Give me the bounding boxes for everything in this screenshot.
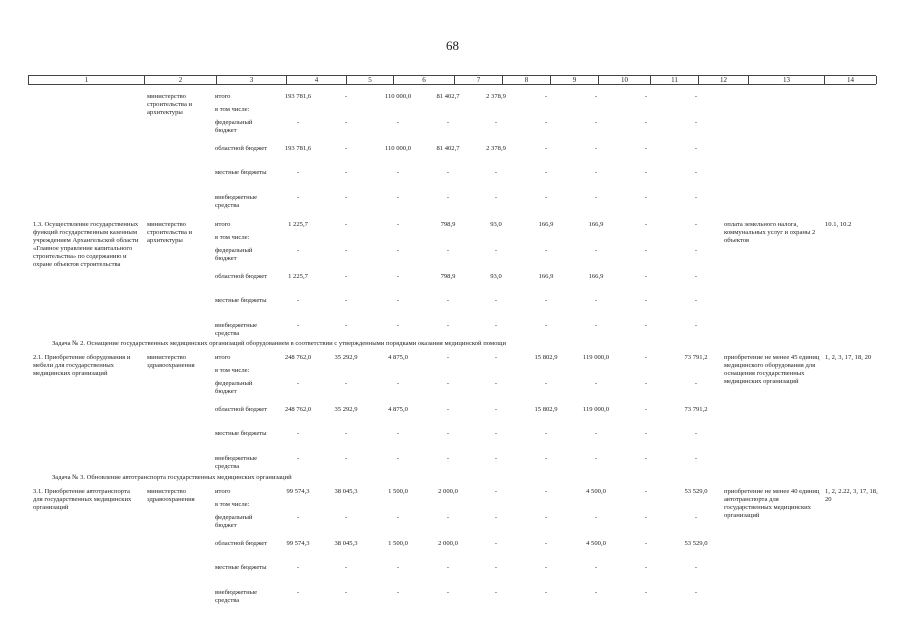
task-heading: Задача № 3. Обновление автотранспорта государственных медицинских организаций <box>52 474 292 481</box>
funding-value: 798,9 <box>440 273 456 280</box>
task-heading: Задача № 2. Оснащение государственных медицинских организаций оборудованием в соответствии с утвержденными порядками оказания медицинской помощи <box>52 340 506 347</box>
funding-value: 93,0 <box>490 273 502 280</box>
funding-value: - <box>344 564 348 571</box>
funding-value: - <box>494 488 498 495</box>
funding-value: - <box>494 169 498 176</box>
funding-value: - <box>446 194 450 201</box>
funding-value: 1 500,0 <box>388 540 408 547</box>
funding-value: - <box>396 514 400 521</box>
funding-value: - <box>494 354 498 361</box>
funding-value: - <box>594 430 598 437</box>
funding-value: - <box>396 297 400 304</box>
funding-value: - <box>644 93 648 100</box>
funding-value: 38 045,3 <box>334 488 358 495</box>
column-header-7: 7 <box>455 76 503 84</box>
funding-value: - <box>694 93 698 100</box>
responsible-executor: министерство здравоохранения <box>147 354 195 369</box>
funding-source-label: итого <box>215 221 231 228</box>
funding-value: - <box>644 145 648 152</box>
funding-value: - <box>494 194 498 201</box>
funding-value: - <box>396 430 400 437</box>
funding-value: - <box>594 169 598 176</box>
column-header-9: 9 <box>551 76 599 84</box>
target-indicators: 1, 2, 2.22, 3, 17, 18, 20 <box>825 488 878 503</box>
funding-value: - <box>296 564 300 571</box>
funding-source-label: внебюджетные средства <box>215 322 258 337</box>
funding-source-label: в том числе: <box>215 367 250 374</box>
funding-value: 248 762,0 <box>284 354 312 361</box>
funding-value: - <box>644 455 648 462</box>
funding-value: - <box>494 406 498 413</box>
funding-value: - <box>446 297 450 304</box>
funding-source-label: местные бюджеты <box>215 297 267 304</box>
funding-value: - <box>396 194 400 201</box>
funding-value: - <box>296 247 300 254</box>
funding-value: - <box>494 514 498 521</box>
funding-value: - <box>544 455 548 462</box>
funding-value: - <box>446 564 450 571</box>
funding-value: - <box>344 119 348 126</box>
funding-value: - <box>644 322 648 329</box>
funding-value: - <box>644 194 648 201</box>
funding-value: - <box>296 455 300 462</box>
column-header-5: 5 <box>347 76 394 84</box>
funding-value: - <box>544 194 548 201</box>
funding-value: 38 045,3 <box>334 540 358 547</box>
column-header-12: 12 <box>699 76 749 84</box>
funding-value: - <box>446 247 450 254</box>
funding-value: - <box>594 119 598 126</box>
funding-value: - <box>694 514 698 521</box>
funding-source-label: внебюджетные средства <box>215 455 258 470</box>
funding-value: - <box>694 169 698 176</box>
column-header-8: 8 <box>503 76 551 84</box>
funding-value: - <box>594 589 598 596</box>
funding-value: 4 875,0 <box>388 354 408 361</box>
funding-value: - <box>694 221 698 228</box>
funding-value: - <box>694 145 698 152</box>
measure-title: 2.1. Приобретение оборудования и мебели для государственных медицинских организаций <box>33 354 131 377</box>
funding-source-label: итого <box>215 93 231 100</box>
funding-value: - <box>694 273 698 280</box>
funding-value: 73 791,2 <box>684 406 708 413</box>
funding-value: - <box>344 247 348 254</box>
funding-value: 2 378,9 <box>486 93 506 100</box>
funding-value: 119 000,0 <box>582 354 610 361</box>
funding-value: - <box>344 221 348 228</box>
funding-value: - <box>694 322 698 329</box>
funding-value: - <box>644 406 648 413</box>
funding-value: - <box>594 514 598 521</box>
funding-value: - <box>544 540 548 547</box>
funding-value: - <box>694 380 698 387</box>
funding-value: - <box>544 297 548 304</box>
funding-value: 798,9 <box>440 221 456 228</box>
funding-value: - <box>396 380 400 387</box>
funding-value: - <box>446 455 450 462</box>
responsible-executor: министерство строительства и архитектуры <box>147 93 193 116</box>
funding-value: - <box>644 540 648 547</box>
funding-value: - <box>544 488 548 495</box>
funding-value: - <box>544 119 548 126</box>
funding-value: - <box>396 273 400 280</box>
funding-value: - <box>594 322 598 329</box>
funding-value: 193 781,6 <box>284 145 312 152</box>
funding-value: - <box>344 514 348 521</box>
funding-value: - <box>296 514 300 521</box>
funding-value: 4 500,0 <box>586 488 606 495</box>
funding-value: 1 225,7 <box>288 221 308 228</box>
funding-value: 110 000,0 <box>384 145 412 152</box>
expected-result: оплата земельного налога, коммунальных услуг и охраны 2 объектов <box>724 221 816 244</box>
column-header-6: 6 <box>394 76 455 84</box>
funding-value: 35 292,9 <box>334 354 358 361</box>
funding-value: - <box>694 455 698 462</box>
funding-value: - <box>594 93 598 100</box>
funding-source-label: областной бюджет <box>215 406 268 413</box>
funding-value: 166,9 <box>538 273 554 280</box>
funding-value: - <box>296 119 300 126</box>
funding-value: - <box>344 273 348 280</box>
funding-source-label: в том числе: <box>215 234 250 241</box>
funding-value: 15 802,9 <box>534 406 558 413</box>
funding-value: - <box>296 430 300 437</box>
page-number: 68 <box>446 38 459 53</box>
funding-value: 248 762,0 <box>284 406 312 413</box>
funding-value: - <box>594 194 598 201</box>
funding-value: - <box>396 322 400 329</box>
funding-value: - <box>494 297 498 304</box>
funding-value: - <box>544 589 548 596</box>
funding-value: - <box>296 380 300 387</box>
funding-value: - <box>644 119 648 126</box>
funding-value: - <box>344 380 348 387</box>
funding-value: - <box>396 564 400 571</box>
funding-value: - <box>396 169 400 176</box>
measure-title: 1.3. Осуществление государственных функций государственным казенным учреждением Архангельской области «Главное управление капитального строительства» по содержанию и охране объектов строительства <box>33 221 139 268</box>
funding-value: - <box>594 380 598 387</box>
funding-value: - <box>494 119 498 126</box>
funding-value: 4 500,0 <box>586 540 606 547</box>
column-header-1: 1 <box>29 76 145 84</box>
funding-value: - <box>494 380 498 387</box>
funding-value: - <box>544 247 548 254</box>
funding-value: 4 875,0 <box>388 406 408 413</box>
responsible-executor: министерство здравоохранения <box>147 488 195 503</box>
funding-source-label: федеральный бюджет <box>215 514 253 529</box>
funding-value: - <box>694 297 698 304</box>
funding-value: - <box>396 221 400 228</box>
funding-value: 166,9 <box>538 221 554 228</box>
funding-value: - <box>544 169 548 176</box>
funding-value: - <box>296 194 300 201</box>
funding-value: 193 781,6 <box>284 93 312 100</box>
funding-source-label: в том числе: <box>215 106 250 113</box>
funding-value: - <box>344 145 348 152</box>
funding-value: - <box>396 119 400 126</box>
funding-value: - <box>494 247 498 254</box>
funding-source-label: федеральный бюджет <box>215 119 253 134</box>
funding-value: - <box>544 430 548 437</box>
column-header-2: 2 <box>145 76 217 84</box>
expected-result: приобретение не менее 40 единиц автотранспорта для государственных медицинских организаций <box>724 488 820 519</box>
responsible-executor: министерство строительства и архитектуры <box>147 221 193 244</box>
funding-value: - <box>446 430 450 437</box>
funding-source-label: местные бюджеты <box>215 169 267 176</box>
funding-value: - <box>694 430 698 437</box>
funding-value: - <box>644 380 648 387</box>
funding-value: - <box>296 589 300 596</box>
funding-value: - <box>446 354 450 361</box>
funding-value: - <box>396 589 400 596</box>
column-header-11: 11 <box>651 76 699 84</box>
funding-source-label: областной бюджет <box>215 540 268 547</box>
funding-value: 1 500,0 <box>388 488 408 495</box>
funding-value: - <box>296 297 300 304</box>
funding-value: 53 529,0 <box>684 540 708 547</box>
funding-value: 93,0 <box>490 221 502 228</box>
funding-value: - <box>594 297 598 304</box>
funding-source-label: федеральный бюджет <box>215 247 253 262</box>
funding-source-label: итого <box>215 488 231 495</box>
column-header-3: 3 <box>217 76 287 84</box>
funding-value: 53 529,0 <box>684 488 708 495</box>
expected-result: приобретение не менее 45 единиц медицинского оборудования для оснащения государственных медицинских организаций <box>724 354 820 385</box>
funding-value: 1 225,7 <box>288 273 308 280</box>
funding-source-label: местные бюджеты <box>215 564 267 571</box>
funding-value: - <box>494 589 498 596</box>
target-indicators: 10.1, 10.2 <box>825 221 852 228</box>
funding-value: - <box>694 247 698 254</box>
funding-source-label: итого <box>215 354 231 361</box>
funding-value: - <box>344 322 348 329</box>
funding-value: - <box>694 194 698 201</box>
funding-value: - <box>594 247 598 254</box>
column-header-13: 13 <box>749 76 825 84</box>
funding-value: 73 791,2 <box>684 354 708 361</box>
funding-value: - <box>344 430 348 437</box>
funding-value: 81 402,7 <box>436 145 460 152</box>
funding-value: 119 000,0 <box>582 406 610 413</box>
funding-value: - <box>644 273 648 280</box>
funding-value: - <box>296 169 300 176</box>
target-indicators: 1, 2, 3, 17, 18, 20 <box>825 354 872 361</box>
funding-value: - <box>644 297 648 304</box>
funding-value: - <box>544 93 548 100</box>
funding-value: 2 000,0 <box>438 488 458 495</box>
funding-source-label: внебюджетные средства <box>215 589 258 604</box>
funding-value: 110 000,0 <box>384 93 412 100</box>
funding-source-label: в том числе: <box>215 501 250 508</box>
funding-value: - <box>446 380 450 387</box>
funding-value: - <box>644 564 648 571</box>
column-header-row <box>28 75 876 85</box>
funding-value: - <box>446 406 450 413</box>
funding-source-label: областной бюджет <box>215 145 268 152</box>
funding-value: - <box>544 322 548 329</box>
funding-value: - <box>344 194 348 201</box>
funding-value: - <box>344 169 348 176</box>
funding-value: - <box>396 247 400 254</box>
funding-value: 35 292,9 <box>334 406 358 413</box>
funding-value: - <box>344 297 348 304</box>
funding-value: - <box>344 589 348 596</box>
funding-value: - <box>446 169 450 176</box>
funding-value: - <box>344 455 348 462</box>
funding-value: - <box>644 354 648 361</box>
funding-value: - <box>446 589 450 596</box>
funding-value: - <box>494 540 498 547</box>
funding-source-label: областной бюджет <box>215 273 268 280</box>
funding-value: - <box>494 430 498 437</box>
funding-value: - <box>644 589 648 596</box>
funding-value: - <box>296 322 300 329</box>
funding-value: - <box>644 169 648 176</box>
funding-value: - <box>446 119 450 126</box>
funding-value: - <box>644 514 648 521</box>
funding-source-label: местные бюджеты <box>215 430 267 437</box>
measure-title: 3.1. Приобретение автотранспорта для государственных медицинских организаций <box>33 488 132 511</box>
funding-value: 2 000,0 <box>438 540 458 547</box>
funding-source-label: федеральный бюджет <box>215 380 253 395</box>
funding-value: - <box>694 564 698 571</box>
funding-value: - <box>594 455 598 462</box>
funding-value: - <box>594 564 598 571</box>
funding-value: - <box>544 564 548 571</box>
funding-value: - <box>594 145 598 152</box>
funding-value: - <box>544 514 548 521</box>
funding-source-label: внебюджетные средства <box>215 194 258 209</box>
funding-value: - <box>694 589 698 596</box>
funding-value: - <box>396 455 400 462</box>
funding-value: - <box>544 380 548 387</box>
funding-value: - <box>446 322 450 329</box>
funding-value: 15 802,9 <box>534 354 558 361</box>
funding-value: - <box>494 322 498 329</box>
column-header-14: 14 <box>825 76 877 84</box>
column-header-4: 4 <box>287 76 347 84</box>
funding-value: - <box>446 514 450 521</box>
funding-value: 2 378,9 <box>486 145 506 152</box>
funding-value: - <box>344 93 348 100</box>
funding-value: 166,9 <box>588 273 604 280</box>
funding-value: - <box>544 145 548 152</box>
funding-value: - <box>644 221 648 228</box>
funding-value: 99 574,3 <box>286 488 310 495</box>
funding-value: 81 402,7 <box>436 93 460 100</box>
funding-value: - <box>494 564 498 571</box>
funding-value: - <box>694 119 698 126</box>
funding-value: 166,9 <box>588 221 604 228</box>
column-header-10: 10 <box>599 76 651 84</box>
funding-value: - <box>494 455 498 462</box>
funding-value: 99 574,3 <box>286 540 310 547</box>
funding-value: - <box>644 430 648 437</box>
funding-value: - <box>644 488 648 495</box>
funding-value: - <box>644 247 648 254</box>
